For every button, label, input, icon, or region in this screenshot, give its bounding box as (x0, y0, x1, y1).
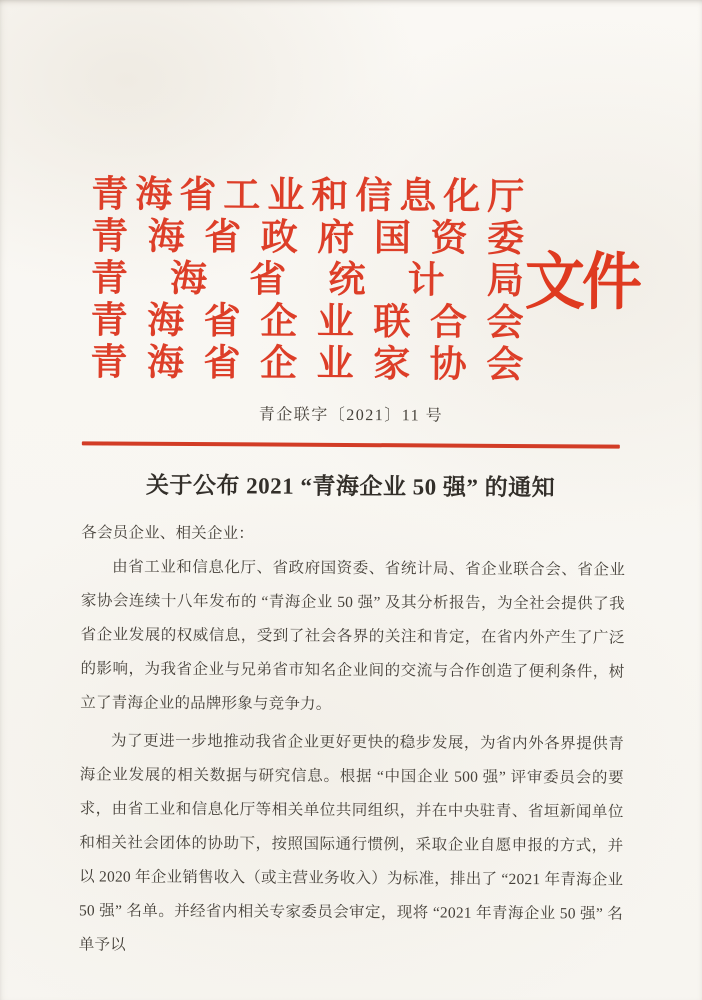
body-paragraph: 为了更进一步地推动我省企业更好更快的稳步发展，为省内外各界提供青海企业发展的相关数据与研究信息。根据 “中国企业 500 强” 评审委员会的要求，由省工业和信息化厅等相关单位共同组织，并在中央驻青、省垣新闻单位和相关社会团体的协助下，按照国际通行惯例，采取企业自愿申报的方式，并以 2020 年企业销售收入（或主营业务收入）为标准，排出了 “2021 年青海企业 50 强” 名单。并经省内相关专家委员会审定，现将 “2021 年青海企业 50 强” 名单予以 (78, 732, 625, 954)
red-divider-line (82, 441, 620, 448)
letterhead (90, 174, 639, 387)
letterhead-agency-line: 青 海 省 企 业 联 合 会 (90, 300, 524, 345)
letterhead-doc-word: 文件 (524, 246, 640, 318)
document-title: 关于公布 2021 “青海企业 50 强” 的通知 (145, 472, 556, 501)
document-body (79, 516, 626, 965)
salutation: 各会员企业、相关企业： (81, 524, 255, 543)
letterhead-agency-line: 青 海 省 企 业 家 协 会 (90, 342, 524, 387)
document-number: 青企联字〔2021〕11 号 (258, 406, 444, 425)
letterhead-agency-line: 青 海 省 工 业 和 信 息 化 厅 (91, 174, 525, 219)
letterhead-agency-block (90, 174, 524, 387)
letterhead-agency-line: 青 海 省 政 府 国 资 委 (90, 216, 525, 261)
letterhead-agency-line: 青 海 省 统 计 局 (90, 258, 524, 303)
body-paragraph: 由省工业和信息化厅、省政府国资委、省统计局、省企业联合会、省企业家协会连续十八年发布的 “青海企业 50 强” 及其分析报告，为全社会提供了我省企业发展的权威信息，受到了社会各界的关注和肯定，在省内外产生了广泛的影响，为我省企业与兄弟省市知名企业间的交流与合作创造了便利条件，树立了青海企业的品牌形象与竞争力。 (80, 558, 626, 713)
